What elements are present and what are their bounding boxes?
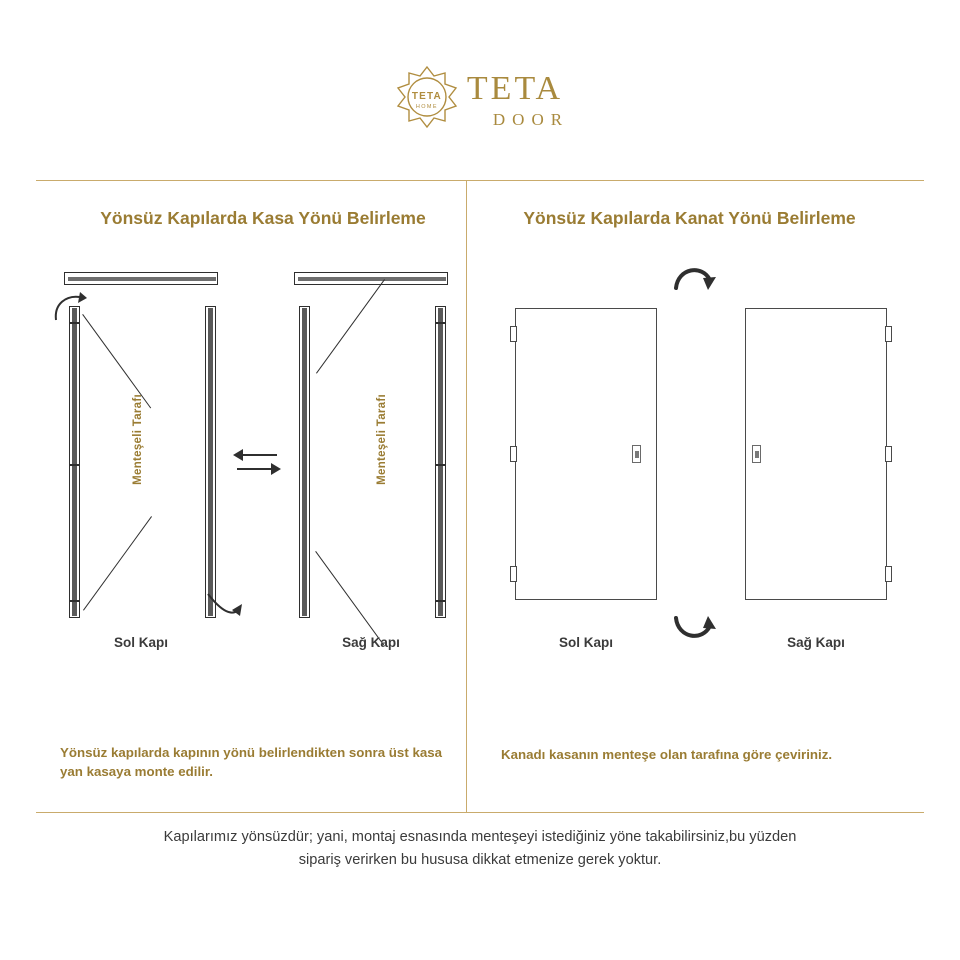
right-door-hinge-top [885, 326, 892, 342]
right-frame-hinge-top [436, 322, 445, 324]
swap-direction-arrows-icon [233, 445, 281, 479]
right-door-lock-icon [752, 445, 761, 463]
right-panel-title: Yönsüz Kapılarda Kanat Yönü Belirleme [523, 208, 856, 228]
left-frame-header-fill [68, 277, 216, 281]
right-frame-hinge-label: Menteşeli Tarafı [376, 394, 388, 485]
right-door-caption: Sağ Kapı [787, 635, 845, 650]
left-panel-title: Yönsüz Kapılarda Kasa Yönü Belirleme [100, 208, 426, 228]
left-door-lock-icon [632, 445, 641, 463]
left-frame-hinge-label: Menteşeli Tarafı [132, 394, 144, 485]
right-frame-diagonal-lower [315, 551, 384, 645]
right-frame-hinge-mid [436, 464, 445, 466]
left-frame-hinge-mid [70, 464, 79, 466]
panel-frame-direction [36, 180, 466, 812]
right-door-hinge-bottom [885, 566, 892, 582]
right-door-slab [745, 308, 887, 600]
right-frame-diagonal-upper [316, 279, 385, 373]
left-frame-diagonal-lower [83, 516, 152, 610]
logo-badge-bottom: HOME [415, 103, 438, 110]
left-door-caption: Sol Kapı [558, 635, 613, 650]
logo-badge-top: TETA [411, 90, 442, 102]
footer-note: Kapılarımız yönsüzdür; yani, montaj esnasında menteşeyi istediğiniz yöne takabilirsiniz,bu yüzden sipariş verirken bu hususa dikkat etmenize gerek yoktur. [163, 829, 797, 868]
right-door-hinge-mid [885, 446, 892, 462]
left-door-hinge-top [510, 326, 517, 342]
left-frame-rotate-arrow [50, 290, 88, 324]
logo-word-door: DOOR [492, 110, 570, 129]
right-panel-note: Kanadı kasanın menteşe olan tarafına göre çeviriniz. [501, 747, 833, 762]
right-frame-header-bar [294, 272, 448, 285]
left-door-hinge-mid [510, 446, 517, 462]
left-frame-hinge-jamb-fill [72, 308, 77, 616]
brand-logo [0, 60, 960, 140]
left-door-hinge-bottom [510, 566, 517, 582]
logo-word-teta: TETA [466, 70, 564, 107]
left-frame-hinge-bottom [70, 600, 79, 602]
right-frame-header-fill [298, 277, 446, 281]
right-frame-rotate-arrow [204, 586, 244, 628]
right-frame-caption: Sağ Kapı [342, 635, 400, 650]
left-frame-header-bar [64, 272, 218, 285]
right-frame-hinge-jamb-fill [438, 308, 443, 616]
right-frame-strike-jamb-fill [302, 308, 307, 616]
logo-wordmark [467, 72, 569, 128]
panel-leaf-direction [467, 180, 924, 812]
divider-bottom [36, 812, 924, 813]
right-door-flip-arrow [670, 610, 716, 646]
sunburst-icon [391, 64, 463, 136]
right-frame-hinge-bottom [436, 600, 445, 602]
left-door-flip-arrow [670, 260, 716, 296]
left-panel-note: Yönsüz kapılarda kapının yönü belirlendikten sonra üst kasa yan kasaya monte edilir. [60, 745, 443, 780]
left-frame-strike-jamb-fill [208, 308, 213, 616]
left-frame-caption: Sol Kapı [113, 635, 168, 650]
